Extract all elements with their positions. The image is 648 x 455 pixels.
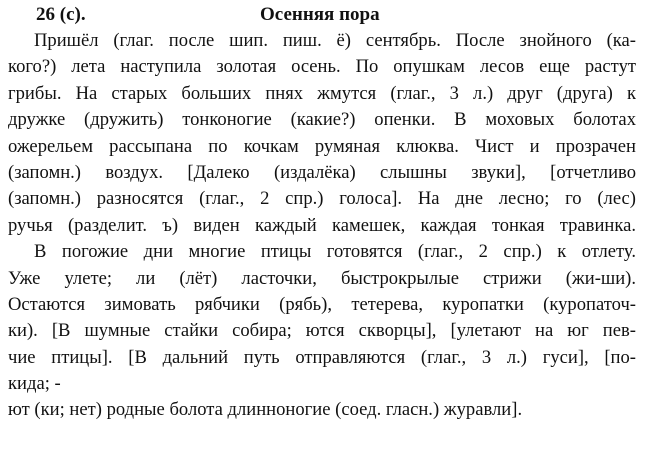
text-line: В погожие дни многие птицы готовятся (глаг., 2 спр.) к отлету. (34, 241, 636, 263)
text-line: кого?) лета наступила золотая осень. По опушкам лесов еще растут (8, 56, 636, 78)
exercise-header (8, 2, 640, 26)
text-line: ки). [В шумные стайки собира; ются скворцы], [улетают на юг пев- (8, 320, 636, 342)
text-line: (запомн.) разносятся (глаг., 2 спр.) голоса]. На дне лесно; го (лес) (8, 188, 636, 210)
task-number: 26 (с). (36, 4, 86, 25)
text-line: дружке (дружить) тонконогие (какие?) опенки. В моховых болотах (8, 109, 636, 131)
text-line: Пришёл (глаг. после шип. пиш. ё) сентябрь. После знойного (ка- (34, 30, 636, 51)
text-line: кида; - (8, 373, 61, 395)
text-line: Уже улете; ли (лёт) ласточки, быстрокрылые стрижи (жи-ши). (8, 267, 636, 289)
text-line: чие птицы]. [В дальний путь отправляются (глаг., 3 л.) гуси], [по- (8, 346, 636, 368)
text-line: Остаются зимовать рябчики (рябь), тетерева, куропатки (куропаточ- (8, 293, 636, 315)
text-line: ют (ки; нет) родные болота длинноногие (соед. гласн.) журавли]. (8, 399, 523, 421)
exercise-text (8, 28, 636, 424)
exercise-title: Осенняя пора (260, 4, 380, 25)
text-line: ожерельем рассыпана по кочкам румяная клюква. Чист и прозрачен (8, 135, 636, 157)
text-line: грибы. На старых больших пнях жмутся (глаг., 3 л.) друг (друга) к (8, 82, 636, 104)
text-line: (запомн.) воздух. [Далеко (издалёка) слышны звуки], [отчетливо (8, 161, 636, 183)
text-line: ручья (разделит. ъ) виден каждый камешек, каждая тонкая травинка. (8, 214, 636, 236)
